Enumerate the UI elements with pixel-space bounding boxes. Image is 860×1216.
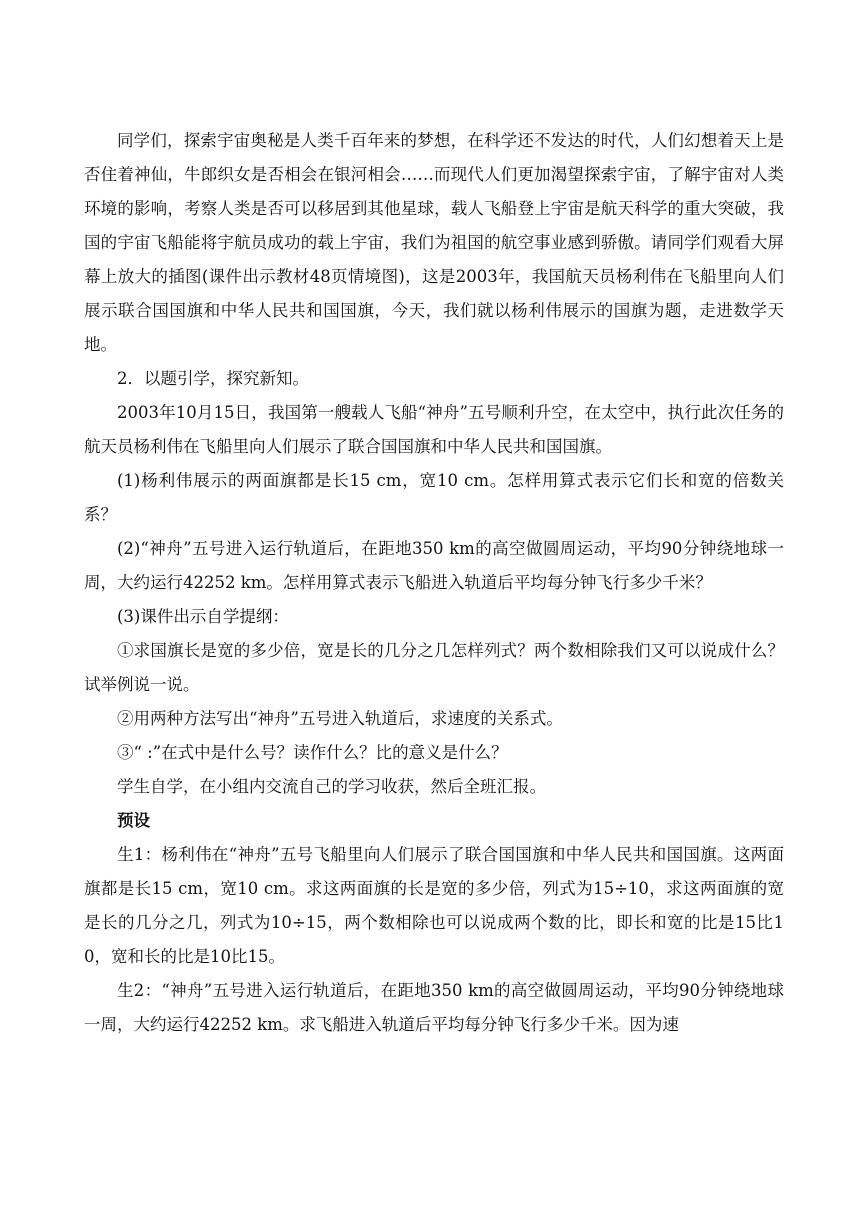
intro-paragraph: 同学们，探索宇宙奥秘是人类千百年来的梦想，在科学还不发达的时代，人们幻想着天上是否住着神仙，牛郎织女是否相会在银河相会……而现代人们更加渴望探索宇宙，了解宇宙对人类环境的影响，考察人类是否可以移居到其他星球，载人飞船登上宇宙是航天科学的重大突破，我国的宇宙飞船能将宇航员成功的载上宇宙，我们为祖国的航空事业感到骄傲。请同学们观看大屏幕上放大的插图(课件出示教材48页情境图)，这是2003年，我国航天员杨利伟在飞船里向人们展示联合国国旗和中华人民共和国国旗，今天，我们就以杨利伟展示的国旗为题，走进数学天地。	[84, 131, 784, 354]
outline-item-2: ②用两种方法写出“神舟”五号进入轨道后，求速度的关系式。	[117, 709, 563, 728]
outline-item-1: ①求国旗长是宽的多少倍，宽是长的几分之几怎样列式？两个数相除我们又可以说成什么？试举例说一说。	[84, 641, 784, 694]
question-2: (2)“神舟”五号进入运行轨道后，在距地350 km的高空做圆周运动，平均90分钟绕地球一周，大约运行42252 km。怎样用算式表示飞船进入轨道后平均每分钟飞行多少千米？	[84, 539, 784, 592]
preset-heading: 预设	[117, 811, 150, 830]
activity-paragraph: 学生自学，在小组内交流自己的学习收获，然后全班汇报。	[117, 777, 546, 796]
step-heading: 2．以题引学，探究新知。	[117, 369, 309, 388]
student-2-answer: 生2：“神舟”五号进入运行轨道后，在距地350 km的高空做圆周运动，平均90分钟绕地球一周，大约运行42252 km。求飞船进入轨道后平均每分钟飞行多少千米。因为速	[84, 981, 784, 1034]
student-1-answer: 生1：杨利伟在“神舟”五号飞船里向人们展示了联合国国旗和中华人民共和国国旗。这两面旗都是长15 cm，宽10 cm。求这两面旗的长是宽的多少倍，列式为15÷10，求这两面旗的宽是长的几分之几，列式为10÷15，两个数相除也可以说成两个数的比，即长和宽的比是15比10，宽和长的比是10比15。	[84, 845, 784, 966]
context-paragraph: 2003年10月15日，我国第一艘载人飞船“神舟”五号顺利升空，在太空中，执行此次任务的航天员杨利伟在飞船里向人们展示了联合国国旗和中华人民共和国国旗。	[84, 403, 784, 456]
document-body	[84, 124, 784, 1042]
question-1: (1)杨利伟展示的两面旗都是长15 cm，宽10 cm。怎样用算式表示它们长和宽的倍数关系？	[84, 471, 784, 524]
outline-heading: (3)课件出示自学提纲：	[117, 607, 289, 626]
outline-item-3: ③“ :”在式中是什么号？读作什么？比的意义是什么？	[117, 743, 508, 762]
